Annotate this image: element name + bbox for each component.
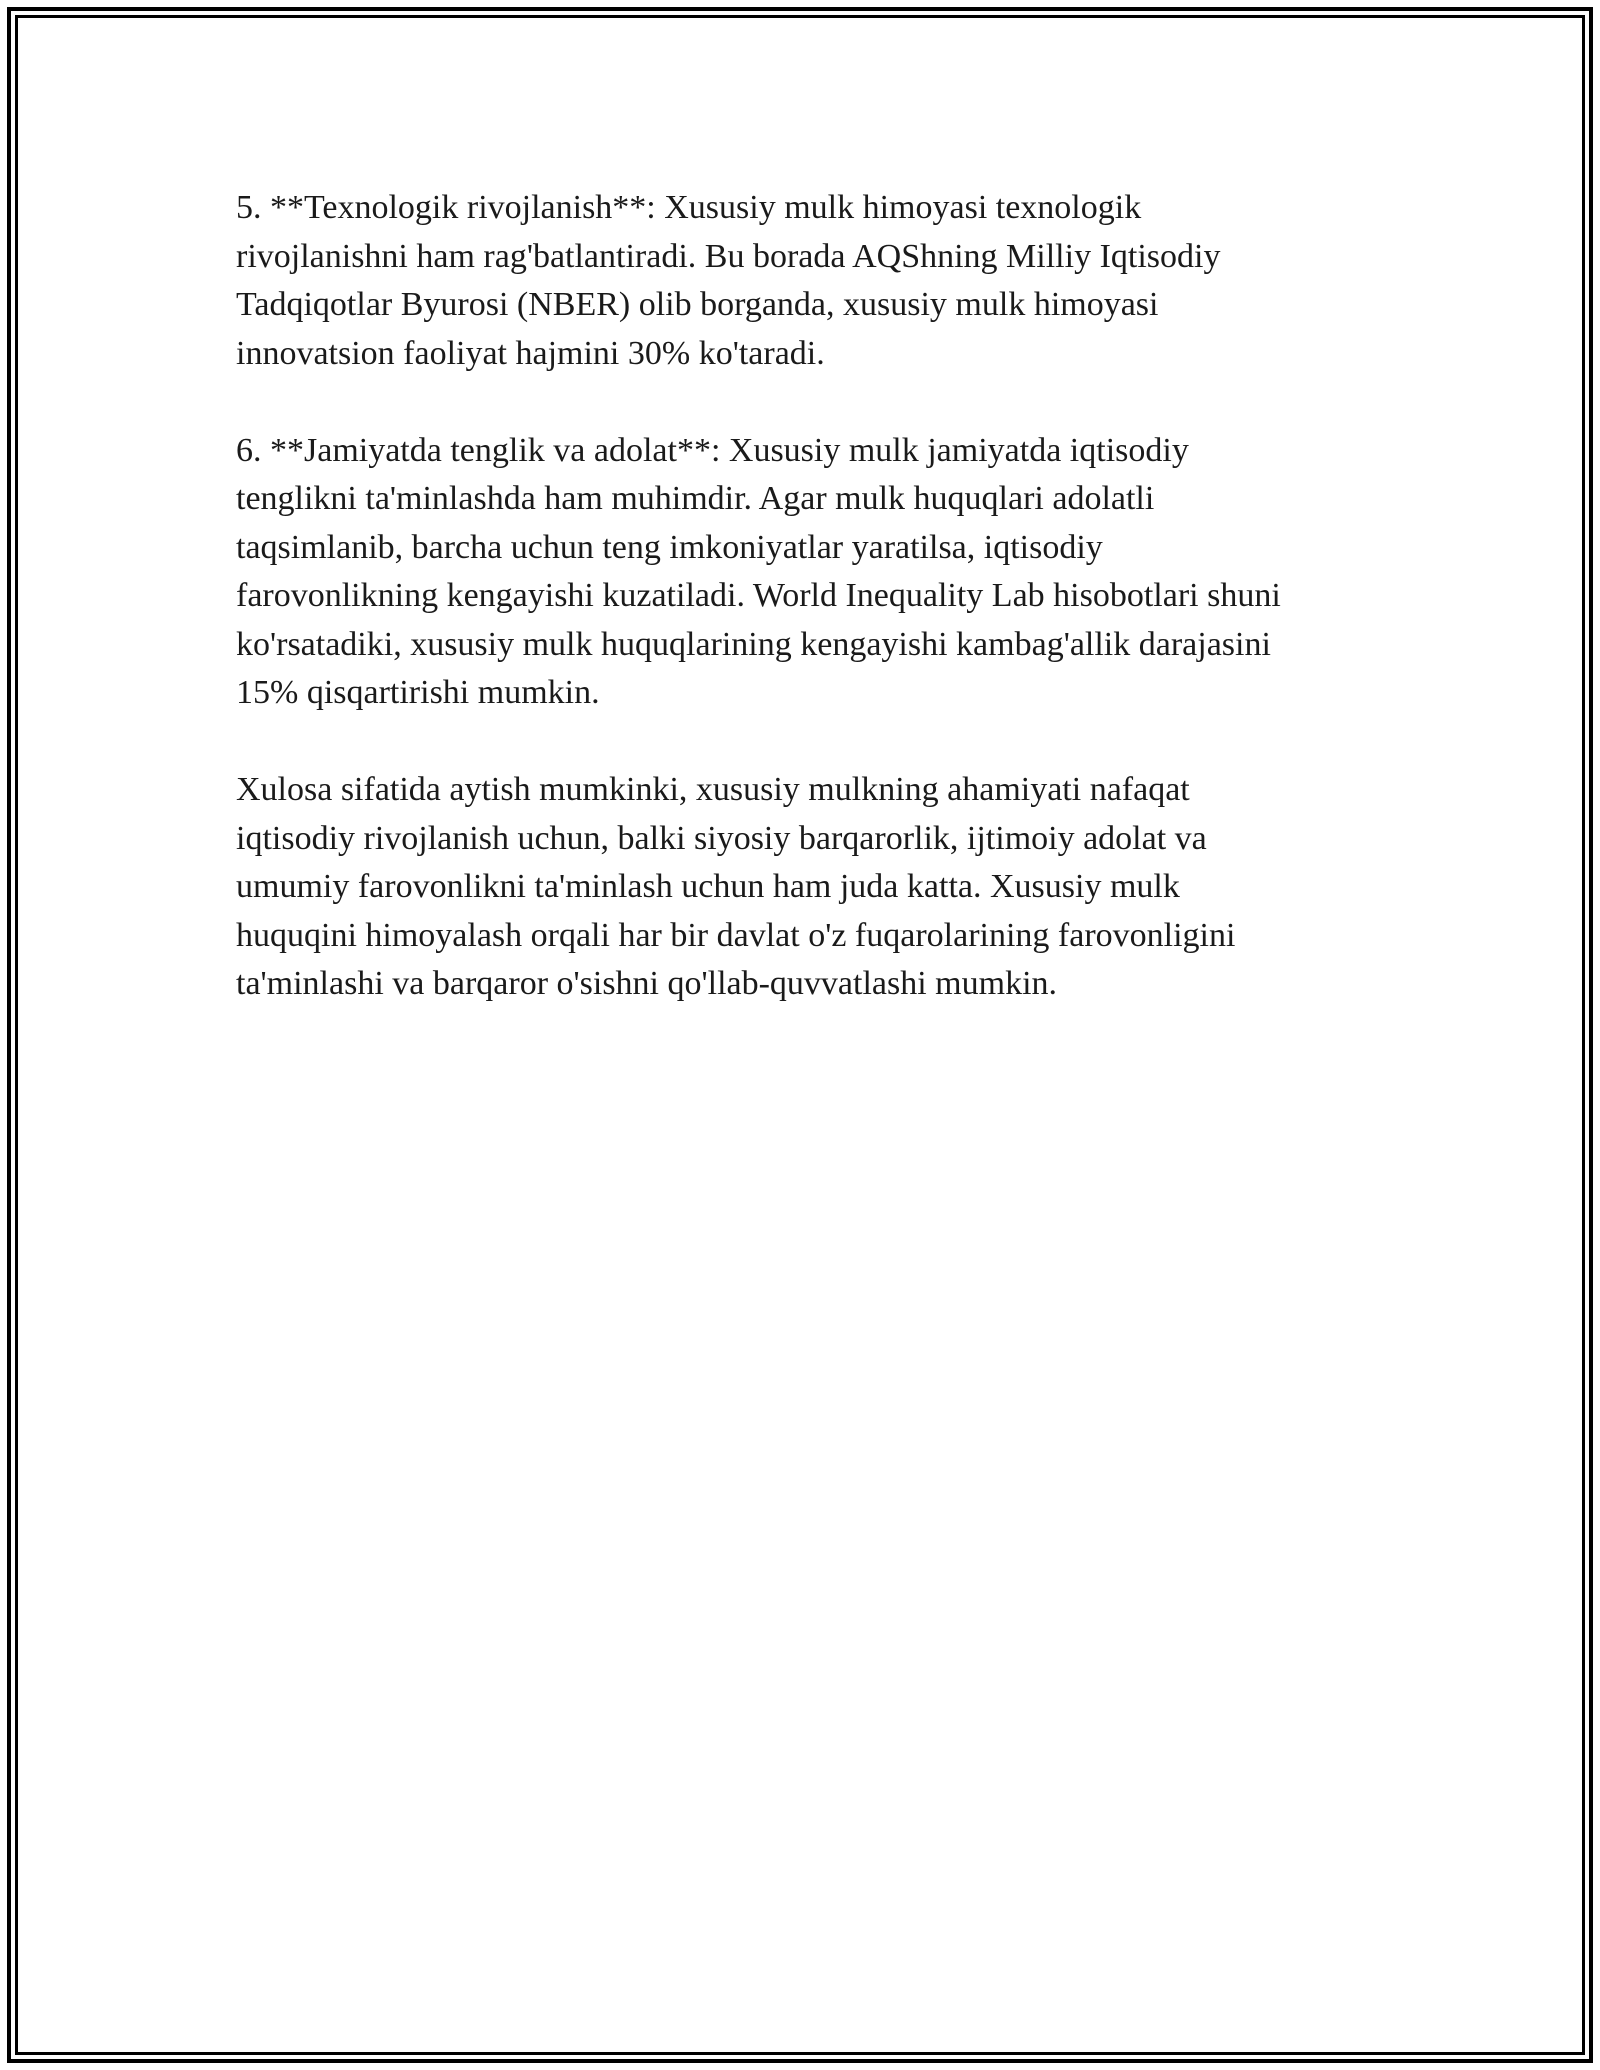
text-line: farovonlikning kengayishi kuzatiladi. World Inequality Lab hisobotlari shuni (236, 577, 1281, 614)
text-line: rivojlanishni ham rag'batlantiradi. Bu borada AQShning Milliy Iqtisodiy (236, 237, 1221, 275)
text-line: innovatsion faoliyat hajmini 30% ko'taradi. (236, 334, 825, 372)
paragraph-conclusion (236, 766, 1376, 1009)
text-line: taqsimlanib, barcha uchun teng imkoniyatlar yaratilsa, iqtisodiy (236, 528, 1103, 566)
text-line: tenglikni ta'minlashda ham muhimdir. Agar mulk huquqlari adolatli (236, 480, 1155, 517)
text-line: 15% qisqartirishi mumkin. (236, 674, 600, 711)
document-body (236, 184, 1376, 1057)
text-line: umumiy farovonlikni ta'minlash uchun ham juda katta. Xususiy mulk (236, 868, 1180, 905)
text-line: 6. **Jamiyatda tenglik va adolat**: Xususiy mulk jamiyatda iqtisodiy (236, 431, 1189, 469)
text-line: Xulosa sifatida aytish mumkinki, xususiy mulkning ahamiyati nafaqat (236, 771, 1190, 808)
text-line: huquqini himoyalash orqali har bir davlat o'z fuqarolarining farovonligini (236, 916, 1236, 954)
text-line: iqtisodiy rivojlanish uchun, balki siyosiy barqarorlik, ijtimoiy adolat va (236, 819, 1207, 857)
paragraph-equality-justice (236, 427, 1376, 718)
text-line: ko'rsatadiki, xususiy mulk huquqlarining kengayishi kambag'allik darajasini (236, 625, 1271, 663)
paragraph-technological-development (236, 184, 1376, 378)
text-line: 5. **Texnologik rivojlanish**: Xususiy mulk himoyasi texnologik (236, 189, 1142, 226)
text-line: ta'minlashi va barqaror o'sishni qo'llab-quvvatlashi mumkin. (236, 965, 1058, 1002)
text-line: Tadqiqotlar Byurosi (NBER) olib borganda, xususiy mulk himoyasi (236, 286, 1159, 323)
